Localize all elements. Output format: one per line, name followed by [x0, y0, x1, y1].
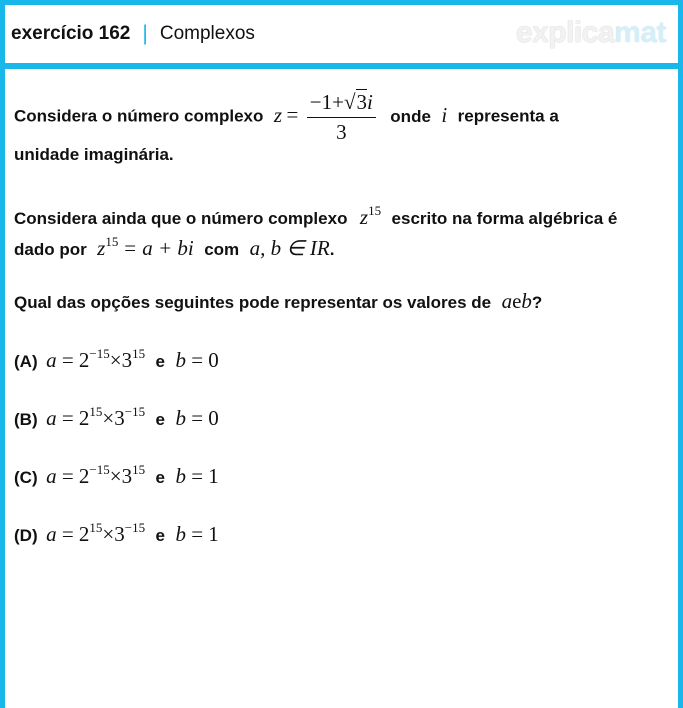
math-expr: = 2 [56, 406, 90, 430]
exponent: −15 [124, 520, 146, 535]
text: unidade imaginária. [14, 145, 174, 164]
math-var: b [175, 464, 186, 488]
text: ? [531, 293, 543, 312]
math-expr: ×3 [102, 522, 125, 546]
text: e [155, 526, 166, 545]
text: e [155, 468, 166, 487]
fraction-denominator: 3 [336, 120, 347, 144]
text: Considera ainda que o número complexo [14, 209, 348, 228]
text: escrito na forma algébrica é [391, 209, 618, 228]
option-label: (A) [14, 352, 38, 371]
option-a[interactable] [14, 346, 219, 373]
text: Qual das opções seguintes pode representar os valores de [14, 293, 492, 312]
exponent: 15 [89, 404, 103, 419]
math-var: z [359, 205, 369, 229]
option-b[interactable] [14, 404, 219, 431]
fraction [307, 90, 376, 145]
exponent: 15 [132, 346, 146, 361]
math-expr: = 2 [56, 522, 90, 546]
math-expr: ×3 [102, 406, 125, 430]
exponent: 15 [105, 234, 119, 249]
text: . [329, 240, 335, 259]
option-label: (D) [14, 526, 38, 545]
math-expr: = 1 [185, 464, 219, 488]
question-line-5 [14, 289, 542, 314]
text: representa a [457, 106, 559, 126]
question-line-3 [14, 203, 617, 230]
text: onde [390, 106, 431, 126]
question-line-2 [14, 146, 174, 165]
math-expr: = 1 [185, 522, 219, 546]
math-var: b [175, 406, 186, 430]
exponent: −15 [89, 346, 110, 361]
sqrt-arg: 3 [356, 90, 367, 114]
option-label: (C) [14, 468, 38, 487]
question-line-1 [14, 90, 559, 145]
logo-part-1: explica [515, 16, 615, 49]
math-var: a [46, 522, 57, 546]
math-expr: a, b ∈ IR [249, 236, 330, 260]
math-expr: = 2 [56, 464, 90, 488]
question-line-4 [14, 234, 334, 261]
num-part: −1+ [309, 90, 344, 114]
math-var: a [46, 348, 57, 372]
math-expr: ×3 [109, 464, 133, 488]
explicamat-logo [516, 16, 666, 50]
exponent: 15 [368, 203, 382, 218]
header-divider [5, 63, 678, 69]
text: e [155, 352, 166, 371]
exponent: −15 [89, 462, 110, 477]
logo-part-2: mat [614, 16, 666, 49]
math-var: i [441, 102, 448, 127]
option-d[interactable] [14, 520, 219, 547]
math-expr: = a + bi [122, 236, 194, 260]
math-var: z [97, 236, 106, 260]
math-var: b [521, 289, 532, 313]
math-var: a [501, 289, 513, 313]
math-eq: = [286, 102, 299, 127]
exponent: −15 [124, 404, 146, 419]
math-var: a [46, 464, 57, 488]
exponent: 15 [89, 520, 103, 535]
fraction-numerator: −1+√3i [307, 90, 376, 118]
text: e [155, 410, 166, 429]
option-c[interactable] [14, 462, 219, 489]
math-expr: = 0 [185, 348, 219, 372]
math-var: b [175, 348, 186, 372]
math-var: z [273, 102, 283, 127]
exercise-number: exercício 162 [11, 23, 131, 44]
math-expr: = 0 [185, 406, 219, 430]
header [5, 5, 678, 63]
text: dado por [14, 240, 87, 259]
exponent: 15 [132, 462, 146, 477]
num-i: i [367, 90, 373, 114]
text: com [204, 240, 240, 259]
option-label: (B) [14, 410, 38, 429]
math-expr: = 2 [56, 348, 90, 372]
math-var: a [46, 406, 57, 430]
text: Considera o número complexo [14, 106, 264, 126]
topic-title: Complexos [159, 23, 255, 44]
math-var: b [175, 522, 186, 546]
header-separator: | [142, 22, 148, 45]
math-expr: ×3 [109, 348, 133, 372]
math-text: e [512, 289, 522, 313]
